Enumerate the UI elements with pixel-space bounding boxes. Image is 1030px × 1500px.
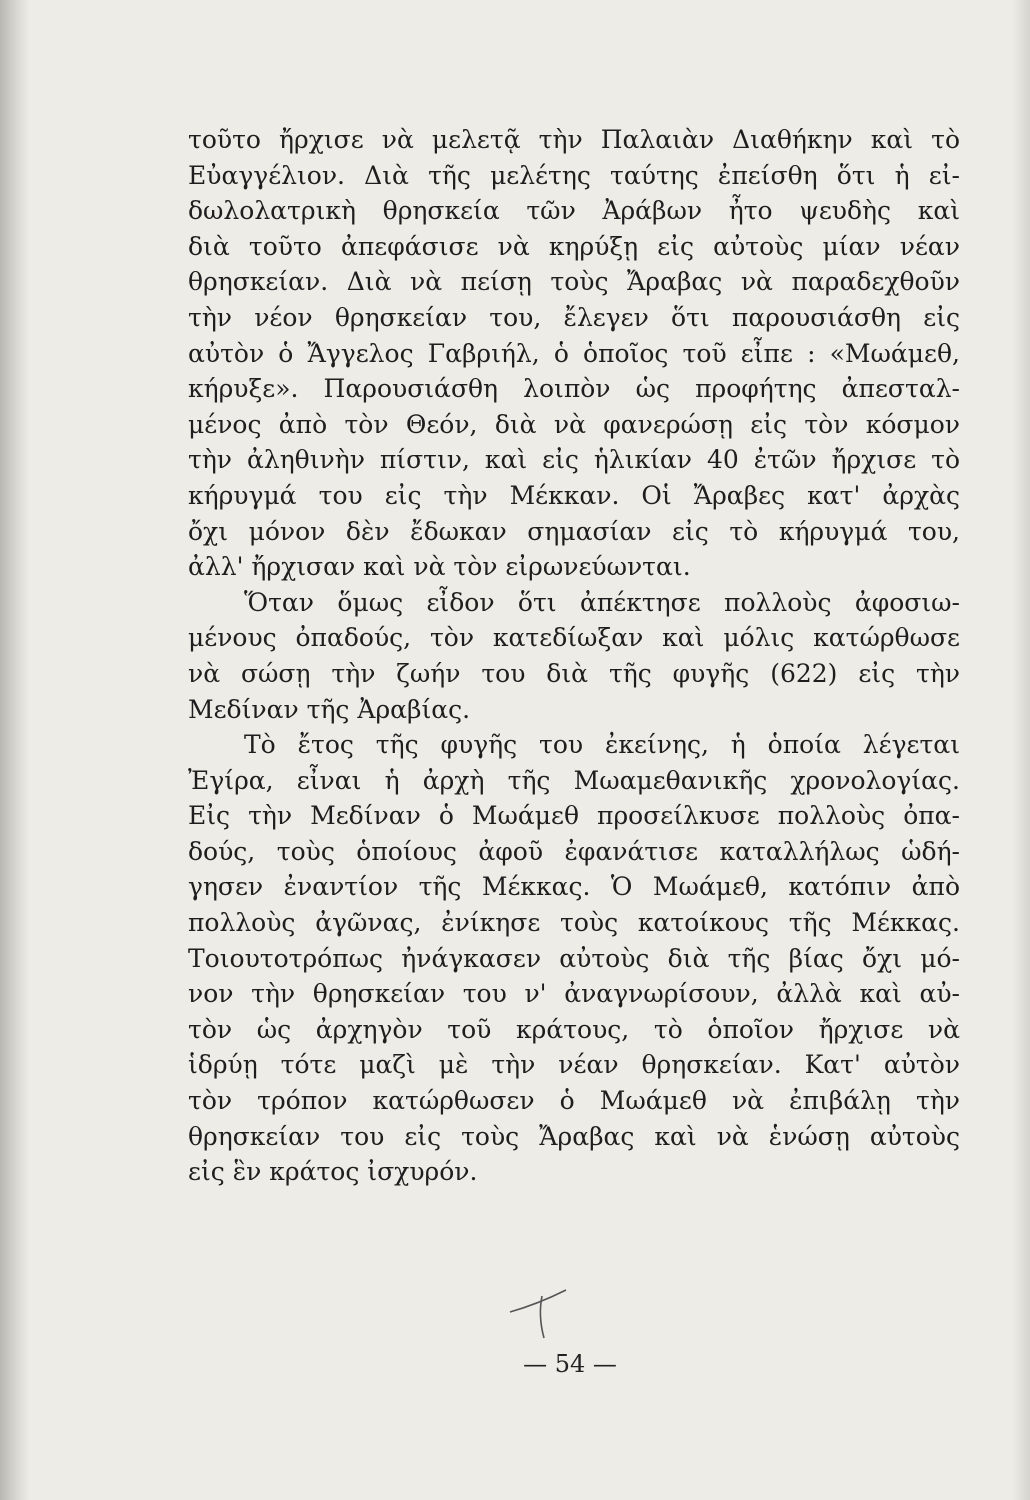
text-line: Τοιουτοτρόπως ἠνάγκασεν αὐτοὺς διὰ τῆς βίας ὄχι μό- bbox=[188, 943, 960, 973]
text-line: μένος ἀπὸ τὸν Θεόν, διὰ νὰ φανερώσῃ εἰς τὸν κόσμον bbox=[188, 409, 960, 439]
text-line: Εὐαγγέλιον. Διὰ τῆς μελέτης ταύτης ἐπείσθη ὅτι ἡ εἰ- bbox=[188, 160, 960, 190]
page-number: — 54 — bbox=[523, 1350, 617, 1378]
text-line: διὰ τοῦτο ἀπεφάσισε νὰ κηρύξῃ εἰς αὐτοὺς μίαν νέαν bbox=[188, 231, 960, 261]
text-line: Ὅταν ὅμως εἶδον ὅτι ἀπέκτησε πολλοὺς ἀφοσιω- bbox=[244, 587, 960, 617]
text-line: τοῦτο ἤρχισε νὰ μελετᾷ τὴν Παλαιὰν Διαθήκην καὶ τὸ bbox=[188, 125, 960, 154]
text-line: τὴν ἀληθινὴν πίστιν, καὶ εἰς ἡλικίαν 40 ἐτῶν ἤρχισε τὸ bbox=[188, 445, 960, 475]
text-line: ἀλλ' ἤρχισαν καὶ νὰ τὸν εἰρωνεύωνται. bbox=[188, 552, 691, 582]
text-line: τὸν τρόπον κατώρθωσεν ὁ Μωάμεθ νὰ ἐπιβάλῃ τὴν bbox=[188, 1086, 960, 1116]
scan-shadow-right bbox=[1012, 0, 1030, 1500]
text-line: πολλοὺς ἀγῶνας, ἐνίκησε τοὺς κατοίκους τῆς Μέκκας. bbox=[188, 908, 960, 938]
text-line: ὄχι μόνον δὲν ἔδωκαν σημασίαν εἰς τὸ κήρυγμά του, bbox=[188, 516, 960, 546]
text-line: Εἰς τὴν Μεδίναν ὁ Μωάμεθ προσείλκυσε πολλοὺς ὀπα- bbox=[188, 801, 960, 831]
text-line: τὴν νέον θρησκείαν του, ἔλεγεν ὅτι παρουσιάσθη εἰς bbox=[188, 302, 960, 332]
text-line: γησεν ἐναντίον τῆς Μέκκας. Ὁ Μωάμεθ, κατόπιν ἀπὸ bbox=[188, 872, 960, 902]
text-line: θρησκείαν του εἰς τοὺς Ἄραβας καὶ νὰ ἑνώσῃ αὐτοὺς bbox=[188, 1121, 960, 1151]
text-line: νὰ σώσῃ τὴν ζωήν του διὰ τῆς φυγῆς (622) εἰς τὴν bbox=[188, 658, 960, 688]
text-line: ἱδρύῃ τότε μαζὶ μὲ τὴν νέαν θρησκείαν. Κατ' αὐτὸν bbox=[188, 1050, 960, 1080]
text-line: δούς, τοὺς ὁποίους ἀφοῦ ἐφανάτισε καταλλήλως ὡδή- bbox=[188, 836, 960, 866]
text-line: δωλολατρικὴ θρησκεία τῶν Ἀράβων ἦτο ψευδὴς καὶ bbox=[188, 196, 960, 226]
text-line: Μεδίναν τῆς Ἀραβίας. bbox=[188, 694, 471, 724]
text-line: τὸν ὡς ἀρχηγὸν τοῦ κράτους, τὸ ὁποῖον ἤρχισε νὰ bbox=[188, 1014, 960, 1044]
body-text bbox=[188, 122, 960, 1190]
text-line: Ἐγίρα, εἶναι ἡ ἀρχὴ τῆς Μωαμεθανικῆς χρονολογίας. bbox=[188, 765, 960, 795]
text-line: θρησκείαν. Διὰ νὰ πείσῃ τοὺς Ἄραβας νὰ παραδεχθοῦν bbox=[188, 267, 960, 297]
text-line: κήρυγμά του εἰς τὴν Μέκκαν. Οἱ Ἄραβες κατ' ἀρχὰς bbox=[188, 480, 960, 510]
text-line: νον τὴν θρησκείαν του ν' ἀναγνωρίσουν, ἀλλὰ καὶ αὐ- bbox=[188, 979, 960, 1009]
text-line: μένους ὀπαδούς, τὸν κατεδίωξαν καὶ μόλις κατώρθωσε bbox=[188, 623, 960, 653]
pencil-mark-icon bbox=[508, 1282, 568, 1342]
text-line: Τὸ ἔτος τῆς φυγῆς του ἐκείνης, ἡ ὁποία λέγεται bbox=[244, 730, 960, 760]
text-line: αὐτὸν ὁ Ἄγγελος Γαβριήλ, ὁ ὁποῖος τοῦ εἶπε : «Μωάμεθ, bbox=[188, 338, 960, 368]
text-line: εἰς ἓν κράτος ἰσχυρόν. bbox=[188, 1157, 478, 1187]
text-line: κήρυξε». Παρουσιάσθη λοιπὸν ὡς προφήτης ἀπεσταλ- bbox=[188, 374, 960, 404]
scan-shadow-left bbox=[0, 0, 30, 1500]
